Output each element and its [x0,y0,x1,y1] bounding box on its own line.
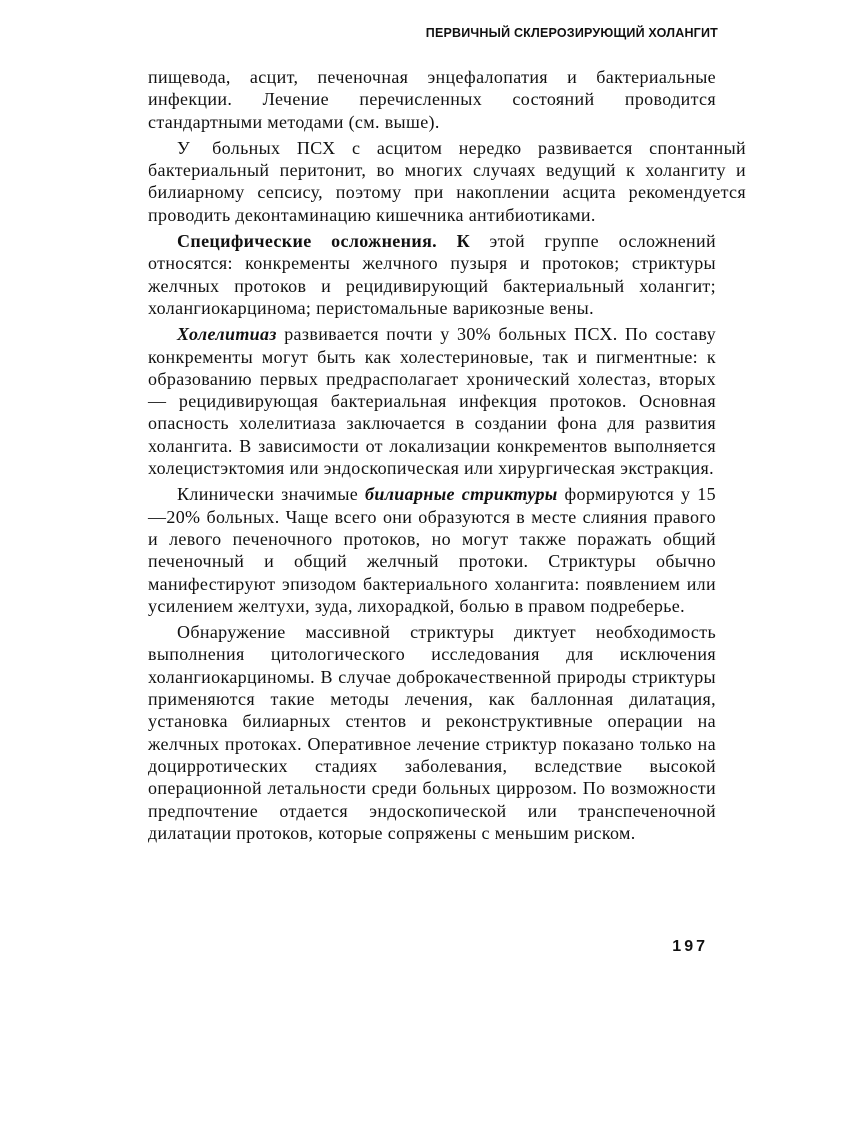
page-number: 197 [672,938,708,955]
section-heading-specific-complications: Специфические осложнения. К [177,231,470,252]
paragraph-3 [148,230,716,319]
paragraph-5-text-before: Клинически значимые [177,484,366,505]
paragraph-2 [148,137,746,226]
term-cholelithiasis: Холелитиаз [177,324,277,345]
paragraph-4 [148,323,716,479]
term-biliary-strictures: билиарные стриктуры [365,484,558,505]
paragraph-2-text: больных ПСХ с асцитом нередко развивается спонтанный бактериальный перитонит, во многих случаях ведущий к холангиту и билиарному сепсису, поэтому при накоплении асцита рекомендуется проводить деконтаминацию кишечника антибиотиками. [148,137,746,225]
running-head: ПЕРВИЧНЫЙ СКЛЕРОЗИРУЮЩИЙ ХОЛАНГИТ [425,26,718,40]
body-text [148,66,746,848]
paragraph-6: Обнаружение массивной стриктуры диктует необходимость выполнения цитологического исследования для исключения холангиокарциномы. В случае доброкачественной природы стриктуры применяются такие методы лечения, как баллонная дилатация, установка билиарных стентов и реконструктивные операции на желчных протоках. Оперативное лечение стриктур показано только на доцирротических стадиях заболевания, вследствие высокой операционной летальности среди больных циррозом. По возможности предпочтение отдается эндоскопической или транспеченочной дилатации протоков, которые сопряжены с меньшим риском. [148,622,716,843]
paragraph-3-text: этой группе осложнений относятся: конкременты желчного пузыря и протоков; стриктуры желчных протоков и рецидивирующий бактериальный холангит; холангиокарцинома; перистомальные варикозные вены. [148,231,716,318]
paragraph-2-start: У [177,137,191,158]
paragraph-4-text: развивается почти у 30% больных ПСХ. По составу конкременты могут быть как холестериновые, так и пигментные: к образованию первых предрасполагает хронический холестаз, вторых — рецидивирующая бактериальная инфекция протоков. Основная опасность холелитиаза заключается в создании фона для развития холангита. В зависимости от локализации конкрементов выполняется холецистэктомия или эндоскопическая или хирургическая экстракция. [148,324,716,479]
paragraph-5-text-after: формируются у 15—20% больных. Чаще всего они образуются в месте слияния правого и левого печеночного протоков, но могут также поражать общий печеночный и общий желчный протоки. Стриктуры обычно манифестируют эпизодом бактериального холангита: появлением или усилением желтухи, зуда, лихорадкой, болью в правом подреберье. [148,484,716,616]
paragraph-1: пищевода, асцит, печеночная энцефалопатия и бактериальные инфекции. Лечение перечисленных состояний проводится стандартными методами (см. выше). [148,67,716,132]
paragraph-5 [148,483,716,617]
